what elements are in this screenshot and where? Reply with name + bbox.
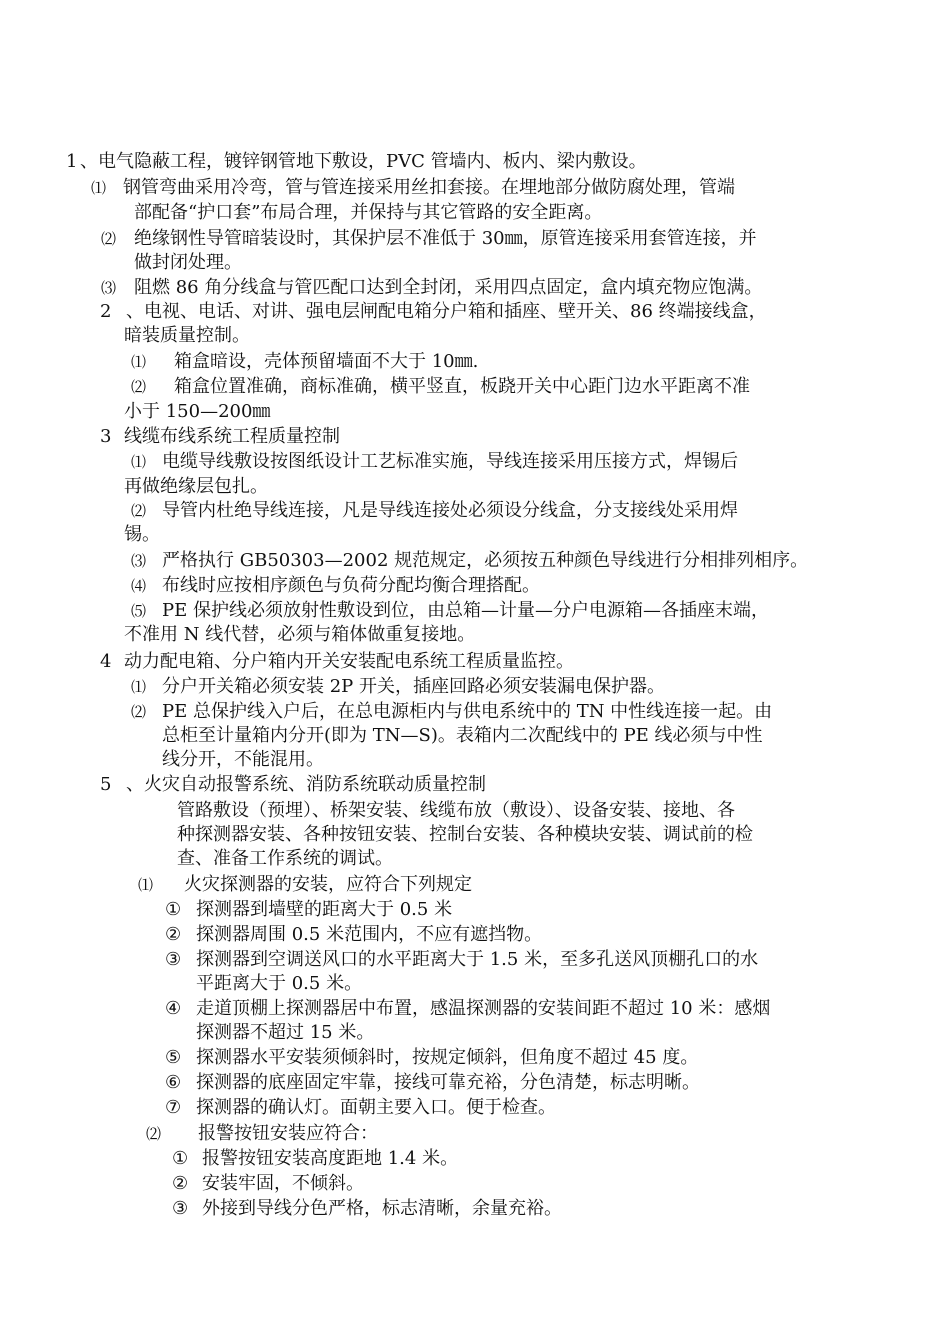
- section-heading: 动力配电箱、分户箱内开关安装配电系统工程质量监控。: [124, 651, 574, 672]
- circled-marker: ①: [165, 899, 182, 920]
- list-item: 探测器到空调送风口的水平距离大于 1.5 米，至多孔送风顶棚孔口的水: [196, 949, 759, 970]
- paragraph-line: 小于 150—200㎜: [124, 401, 271, 422]
- list-item: 走道顶棚上探测器居中布置，感温探测器的安装间距不超过 10 米：感烟: [196, 998, 771, 1019]
- section-number: 2: [100, 301, 112, 322]
- paragraph-line: 布线时应按相序颜色与负荷分配均衡合理搭配。: [162, 575, 540, 596]
- circled-marker: ③: [165, 949, 182, 970]
- section-number: 5: [100, 774, 112, 795]
- paragraph-line: 严格执行 GB50303—2002 规范规定，必须按五种颜色导线进行分相排列相序。: [162, 550, 809, 571]
- item-marker: ⑷: [131, 577, 147, 595]
- subsection-title: 火灾探测器的安装，应符合下列规定: [184, 874, 472, 895]
- paragraph-line: 箱盒暗设，壳体预留墙面不大于 10㎜.: [174, 351, 479, 372]
- item-marker: ⑶: [101, 279, 117, 297]
- item-marker: ⑵: [131, 378, 147, 396]
- list-item: 安装牢固，不倾斜。: [202, 1173, 364, 1194]
- paragraph-line: 电缆导线敷设按图纸设计工艺标准实施，导线连接采用压接方式，焊锡后: [162, 451, 738, 472]
- paragraph-line: 钢管弯曲采用冷弯，管与管连接采用丝扣套接。在埋地部分做防腐处理，管端: [123, 177, 735, 198]
- item-marker: ⑴: [131, 353, 147, 371]
- circled-marker: ②: [165, 924, 182, 945]
- list-item: 探测器水平安装须倾斜时，按规定倾斜，但角度不超过 45 度。: [196, 1047, 699, 1068]
- section-number: 3: [100, 426, 112, 447]
- paragraph-line: PE 保护线必须放射性敷设到位，由总箱—计量—分户电源箱—各插座末端，: [162, 600, 769, 621]
- circled-marker: ②: [172, 1173, 189, 1194]
- item-marker: ⑶: [131, 552, 147, 570]
- section-heading-cont: 暗装质量控制。: [124, 325, 250, 346]
- circled-marker: ⑤: [165, 1047, 182, 1068]
- paragraph-line: 查、准备工作系统的调试。: [177, 848, 393, 869]
- circled-marker: ⑦: [165, 1097, 182, 1118]
- list-item: 报警按钮安装高度距地 1.4 米。: [202, 1148, 459, 1169]
- paragraph-line: 做封闭处理。: [134, 252, 242, 273]
- circled-marker: ①: [172, 1148, 189, 1169]
- list-item-cont: 平距离大于 0.5 米。: [196, 973, 363, 994]
- subsection-title: 报警按钮安装应符合：: [198, 1123, 378, 1144]
- paragraph-line: 箱盒位置准确，商标准确，横平竖直，板跷开关中心距门边水平距离不准: [174, 376, 750, 397]
- list-item: 外接到导线分色严格，标志清晰，余量充裕。: [202, 1198, 562, 1219]
- paragraph-line: 管路敷设（预埋）、桥架安装、线缆布放（敷设）、设备安装、接地、各: [177, 800, 735, 821]
- item-marker: ⑸: [131, 602, 147, 620]
- paragraph-line: 部配备“护口套”布局合理，并保持与其它管路的安全距离。: [134, 202, 603, 223]
- circled-marker: ⑥: [165, 1072, 182, 1093]
- circled-marker: ④: [165, 998, 182, 1019]
- section-number: 4: [100, 651, 112, 672]
- item-marker: ⑵: [131, 703, 147, 721]
- list-item-cont: 探测器不超过 15 米。: [196, 1022, 375, 1043]
- paragraph-line: 再做绝缘层包扎。: [124, 476, 268, 497]
- list-item: 探测器的底座固定牢靠，接线可靠充裕，分色清楚，标志明晰。: [196, 1072, 700, 1093]
- section-heading: 线缆布线系统工程质量控制: [124, 426, 340, 447]
- section-heading: 、火灾自动报警系统、消防系统联动质量控制: [126, 774, 486, 795]
- paragraph-line: 锡。: [124, 524, 160, 545]
- item-marker: ⑴: [91, 179, 107, 197]
- item-marker: ⑵: [131, 502, 147, 520]
- paragraph-line: 分户开关箱必须安装 2P 开关，插座回路必须安装漏电保护器。: [162, 676, 666, 697]
- paragraph-line: 阻燃 86 角分线盒与管匹配口达到全封闭，采用四点固定，盒内填充物应饱满。: [134, 277, 763, 298]
- item-marker: ⑴: [138, 876, 154, 894]
- paragraph-line: 种探测器安装、各种按钮安装、控制台安装、各种模块安装、调试前的检: [177, 824, 753, 845]
- item-marker: ⑵: [101, 230, 117, 248]
- list-item: 探测器周围 0.5 米范围内，不应有遮挡物。: [196, 924, 543, 945]
- section-heading: 、电视、电话、对讲、强电层闸配电箱分户箱和插座、壁开关、86 终端接线盒，: [126, 301, 767, 322]
- item-marker: ⑴: [131, 453, 147, 471]
- circled-marker: ③: [172, 1198, 189, 1219]
- paragraph-line: 绝缘钢性导管暗装设时，其保护层不准低于 30㎜，原管连接采用套管连接，并: [134, 228, 757, 249]
- item-marker: ⑵: [146, 1125, 162, 1143]
- paragraph-line: PE 总保护线入户后，在总电源柜内与供电系统中的 TN 中性线连接一起。由: [162, 701, 773, 722]
- section-heading: 、电气隐蔽工程，镀锌钢管地下敷设，PVC 管墙内、板内、梁内敷设。: [80, 151, 647, 172]
- list-item: 探测器的确认灯。面朝主要入口。便于检查。: [196, 1097, 556, 1118]
- section-number: 1: [66, 151, 78, 172]
- paragraph-line: 总柜至计量箱内分开(即为 TN—S)。表箱内二次配线中的 PE 线必须与中性: [162, 725, 763, 746]
- paragraph-line: 不准用 N 线代替，必须与箱体做重复接地。: [124, 624, 476, 645]
- list-item: 探测器到墙壁的距离大于 0.5 米: [196, 899, 453, 920]
- paragraph-line: 线分开，不能混用。: [162, 749, 324, 770]
- item-marker: ⑴: [131, 678, 147, 696]
- paragraph-line: 导管内杜绝导线连接，凡是导线连接处必须设分线盒，分支接线处采用焊: [162, 500, 738, 521]
